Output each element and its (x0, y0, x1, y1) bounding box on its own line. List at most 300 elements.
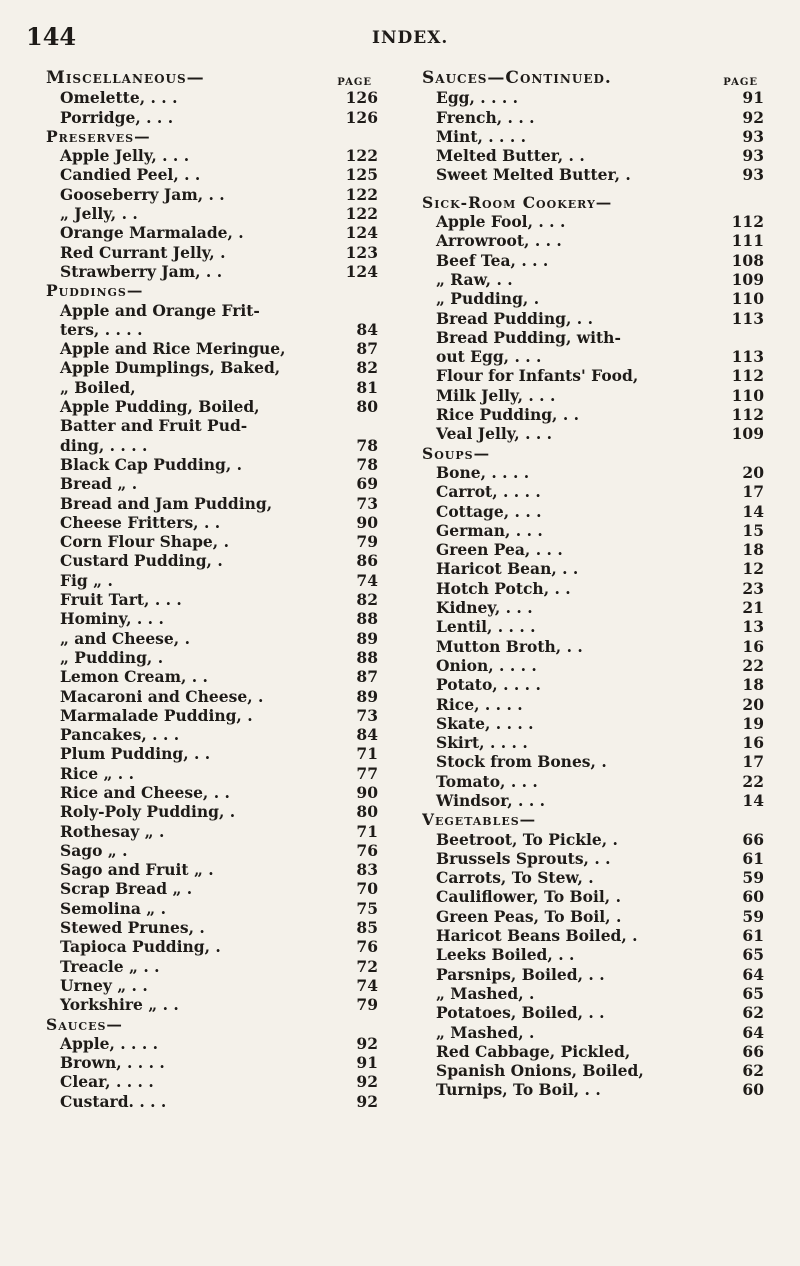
entry-page: 90 (356, 512, 378, 532)
entry-title: Green Pea, . . . (436, 540, 563, 560)
entry-title: Orange Marmalade, . (60, 223, 244, 243)
index-entry (422, 578, 764, 597)
index-entry (422, 926, 764, 945)
entry-title: Mutton Broth, . . (436, 636, 583, 656)
index-column-left (46, 68, 378, 1111)
index-entry (46, 802, 378, 821)
entry-title: Stewed Prunes, . (60, 918, 205, 938)
index-entry (422, 146, 764, 165)
index-entry (422, 88, 764, 107)
entry-list (422, 88, 764, 1099)
entry-title: Cheese Fritters, . . (60, 512, 221, 532)
entry-page: 20 (742, 694, 764, 714)
entry-title: „ Raw, . . (436, 269, 513, 289)
entry-title: Rice and Cheese, . . (60, 782, 230, 802)
index-entry (422, 1080, 764, 1099)
entry-page: 76 (356, 937, 378, 957)
entry-page: 69 (356, 474, 378, 494)
entry-title: „ Mashed, . (436, 1022, 535, 1042)
entry-title: Rice „ . . (60, 763, 134, 783)
entry-title: Spanish Onions, Boiled, (436, 1061, 644, 1081)
entry-page: 122 (345, 204, 378, 224)
entry-page: 64 (742, 1022, 764, 1042)
entry-page: 18 (742, 540, 764, 560)
index-entry (46, 1034, 378, 1053)
index-section-heading (422, 443, 764, 462)
index-entry (46, 493, 378, 512)
index-entry (422, 127, 764, 146)
entry-title: Custard. . . . (60, 1091, 167, 1111)
entry-page: 113 (731, 347, 764, 367)
index-entry (46, 320, 378, 339)
index-entry (422, 165, 764, 184)
entry-page: 86 (356, 551, 378, 571)
entry-title: Sago „ . (60, 840, 128, 860)
page-number: 144 (26, 22, 77, 51)
index-section-heading (46, 127, 378, 146)
entry-page: 88 (356, 647, 378, 667)
entry-title: Egg, . . . . (436, 88, 519, 108)
entry-page: 81 (356, 377, 378, 397)
index-entry (46, 706, 378, 725)
index-entry (46, 474, 378, 493)
entry-title: ters, . . . . (60, 319, 143, 339)
entry-page: 77 (356, 763, 378, 783)
entry-title: Sauces— (46, 1014, 123, 1034)
entry-page: 14 (742, 790, 764, 810)
index-entry (46, 783, 378, 802)
section-heading: Miscellaneous— (46, 68, 205, 88)
index-entry (422, 675, 764, 694)
index-entry (422, 1042, 764, 1061)
entry-title: German, . . . (436, 520, 543, 540)
index-entry (46, 435, 378, 454)
entry-page: 112 (731, 366, 764, 386)
entry-page: 123 (345, 242, 378, 262)
entry-title: Puddings— (46, 281, 144, 301)
entry-page: 16 (742, 636, 764, 656)
entry-page: 71 (356, 821, 378, 841)
entry-page: 20 (742, 462, 764, 482)
entry-page: 62 (742, 1061, 764, 1081)
entry-page: 87 (356, 339, 378, 359)
page-label: PAGE (723, 77, 758, 88)
index-entry (46, 821, 378, 840)
entry-title: Rice Pudding, . . (436, 405, 580, 425)
entry-title: Skate, . . . . (436, 713, 534, 733)
index-entry (422, 984, 764, 1003)
index-entry (422, 270, 764, 289)
entry-title: Kidney, . . . (436, 598, 533, 618)
index-entry (46, 1072, 378, 1091)
entry-title: Haricot Beans Boiled, . (436, 926, 638, 946)
index-entry (46, 879, 378, 898)
entry-title: Red Cabbage, Pickled, (436, 1041, 631, 1061)
index-entry (46, 937, 378, 956)
index-entry (46, 976, 378, 995)
entry-page: 93 (742, 165, 764, 185)
entry-page: 18 (742, 675, 764, 695)
entry-page: 126 (345, 88, 378, 108)
index-entry (46, 686, 378, 705)
entry-title: Porridge, . . . (60, 107, 174, 127)
index-entry (46, 1053, 378, 1072)
entry-title: Preserves— (46, 126, 151, 146)
entry-page: 65 (742, 983, 764, 1003)
running-title: INDEX. (372, 28, 449, 48)
entry-page: 75 (356, 898, 378, 918)
entry-title: Carrots, To Stew, . (436, 868, 594, 888)
index-entry (46, 841, 378, 860)
entry-title: „ Boiled, (60, 377, 136, 397)
index-entry (422, 791, 764, 810)
entry-page: 80 (356, 802, 378, 822)
index-entry (422, 366, 764, 385)
entry-page: 59 (742, 906, 764, 926)
index-entry (422, 598, 764, 617)
index-entry (422, 849, 764, 868)
entry-page: 22 (742, 655, 764, 675)
entry-title: Tomato, . . . (436, 771, 538, 791)
entry-title: Windsor, . . . (436, 790, 546, 810)
index-entry (46, 204, 378, 223)
entry-title: Skirt, . . . . (436, 733, 528, 753)
entry-page: 92 (742, 107, 764, 127)
entry-title: Parsnips, Boiled, . . (436, 964, 605, 984)
entry-page: 126 (345, 107, 378, 127)
entry-title: Rice, . . . . (436, 694, 523, 714)
entry-page: 64 (742, 964, 764, 984)
index-entry (422, 501, 764, 520)
entry-page: 62 (742, 1003, 764, 1023)
entry-page: 59 (742, 868, 764, 888)
entry-title: French, . . . (436, 107, 535, 127)
entry-title: Fig „ . (60, 570, 113, 590)
entry-page: 19 (742, 713, 764, 733)
index-entry (422, 694, 764, 713)
index-entry (46, 165, 378, 184)
entry-page: 91 (356, 1053, 378, 1073)
index-entry (422, 107, 764, 126)
entry-page: 85 (356, 918, 378, 938)
entry-title: Gooseberry Jam, . . (60, 184, 225, 204)
entry-title: Vegetables— (422, 810, 537, 830)
entry-page: 113 (731, 308, 764, 328)
index-entry (422, 656, 764, 675)
entry-title: Hotch Potch, . . (436, 578, 571, 598)
entry-page: 124 (345, 223, 378, 243)
entry-title: Mint, . . . . (436, 126, 527, 146)
entry-page: 112 (731, 212, 764, 232)
entry-title: Lemon Cream, . . (60, 667, 208, 687)
entry-page: 110 (731, 289, 764, 309)
entry-title: Apple Dumplings, Baked, (60, 358, 281, 378)
entry-title: Bread and Jam Pudding, (60, 493, 273, 513)
entry-title: Beetroot, To Pickle, . (436, 829, 618, 849)
entry-title: Potato, . . . . (436, 675, 541, 695)
entry-title: Bread „ . (60, 474, 138, 494)
index-entry (46, 339, 378, 358)
index-entry (422, 964, 764, 983)
entry-title: Custard Pudding, . (60, 551, 223, 571)
index-entry (46, 628, 378, 647)
entry-title: Corn Flour Shape, . (60, 532, 229, 552)
entry-title: „ Mashed, . (436, 983, 535, 1003)
entry-page: 74 (356, 570, 378, 590)
entry-title: „ Pudding, . (60, 647, 164, 667)
index-entry (422, 559, 764, 578)
entry-page: 78 (356, 435, 378, 455)
entry-title: Omelette, . . . (60, 88, 178, 108)
entry-title: Semolina „ . (60, 898, 166, 918)
index-entry (46, 358, 378, 377)
entry-title: Sago and Fruit „ . (60, 860, 214, 880)
index-entry (46, 590, 378, 609)
entry-title: Veal Jelly, . . . (436, 424, 553, 444)
index-entry (46, 455, 378, 474)
entry-page: 80 (356, 397, 378, 417)
index-entry (422, 945, 764, 964)
entry-page: 125 (345, 165, 378, 185)
entry-title: Bread Pudding, with- (436, 327, 621, 347)
entry-title: Soups— (422, 443, 491, 463)
index-entry (422, 771, 764, 790)
entry-title: „ Pudding, . (436, 289, 540, 309)
entry-title: Bread Pudding, . . (436, 308, 593, 328)
entry-page: 111 (731, 231, 764, 251)
entry-page: 82 (356, 590, 378, 610)
entry-title: Rothesay „ . (60, 821, 165, 841)
entry-title: Black Cap Pudding, . (60, 454, 243, 474)
entry-title: Beef Tea, . . . (436, 250, 549, 270)
entry-page: 66 (742, 829, 764, 849)
entry-page: 78 (356, 454, 378, 474)
entry-page: 65 (742, 945, 764, 965)
entry-title: Urney „ . . (60, 975, 148, 995)
entry-page: 79 (356, 995, 378, 1015)
entry-title: Tapioca Pudding, . (60, 937, 221, 957)
entry-page: 17 (742, 482, 764, 502)
column-header (422, 68, 764, 88)
entry-title: Sick-Room Cookery— (422, 192, 613, 212)
index-entry (422, 1003, 764, 1022)
entry-title: Batter and Fruit Pud- (60, 416, 248, 436)
entry-title: Flour for Infants' Food, (436, 366, 639, 386)
index-entry (46, 860, 378, 879)
entry-page: 93 (742, 146, 764, 166)
index-entry (422, 714, 764, 733)
entry-title: Apple Fool, . . . (436, 212, 566, 232)
entry-title: Cauliflower, To Boil, . (436, 887, 621, 907)
index-entry (422, 617, 764, 636)
index-entry (422, 231, 764, 250)
entry-page: 82 (356, 358, 378, 378)
entry-page: 90 (356, 782, 378, 802)
entry-page: 79 (356, 532, 378, 552)
entry-page: 91 (742, 88, 764, 108)
entry-page: 72 (356, 956, 378, 976)
entry-title: Bone, . . . . (436, 462, 530, 482)
entry-page: 93 (742, 126, 764, 146)
entry-page: 60 (742, 887, 764, 907)
index-entry (422, 385, 764, 404)
index-entry (422, 636, 764, 655)
index-entry (46, 262, 378, 281)
entry-page: 89 (356, 628, 378, 648)
index-entry (46, 898, 378, 917)
entry-page: 66 (742, 1041, 764, 1061)
entry-page: 112 (731, 405, 764, 425)
entry-page: 122 (345, 146, 378, 166)
index-entry (422, 752, 764, 771)
entry-title: Fruit Tart, . . . (60, 590, 182, 610)
index-section-heading (46, 1014, 378, 1033)
entry-page: 15 (742, 520, 764, 540)
entry-title: Potatoes, Boiled, . . (436, 1003, 605, 1023)
entry-page: 83 (356, 860, 378, 880)
entry-title: Leeks Boiled, . . (436, 945, 575, 965)
entry-page: 21 (742, 598, 764, 618)
entry-title: Marmalade Pudding, . (60, 705, 253, 725)
index-entry (422, 250, 764, 269)
index-entry (422, 308, 764, 327)
entry-page: 61 (742, 926, 764, 946)
index-entry (46, 995, 378, 1014)
entry-title: Arrowroot, . . . (436, 231, 562, 251)
entry-page: 12 (742, 559, 764, 579)
index-entry (422, 1061, 764, 1080)
index-entry (46, 1091, 378, 1110)
index-entry (422, 424, 764, 443)
entry-title: out Egg, . . . (436, 347, 542, 367)
entry-title: Haricot Bean, . . (436, 559, 579, 579)
index-entry (46, 551, 378, 570)
index-entry (422, 906, 764, 925)
index-entry (46, 146, 378, 165)
entry-page: 61 (742, 848, 764, 868)
entry-title: Pancakes, . . . (60, 725, 180, 745)
entry-list (46, 88, 378, 1111)
entry-page: 92 (356, 1033, 378, 1053)
column-header (46, 68, 378, 88)
entry-title: Stock from Bones, . (436, 752, 607, 772)
entry-page: 110 (731, 385, 764, 405)
index-entry (46, 242, 378, 261)
entry-title: Hominy, . . . (60, 609, 164, 629)
entry-title: Sweet Melted Butter, . (436, 165, 631, 185)
index-entry (422, 328, 764, 347)
entry-page: 76 (356, 840, 378, 860)
entry-page: 122 (345, 184, 378, 204)
index-entry (422, 347, 764, 366)
entry-page: 60 (742, 1080, 764, 1100)
index-entry (46, 223, 378, 242)
index-entry (422, 540, 764, 559)
entry-page: 89 (356, 686, 378, 706)
entry-title: Carrot, . . . . (436, 482, 541, 502)
index-section-heading (422, 810, 764, 829)
entry-title: „ Jelly, . . (60, 204, 138, 224)
entry-title: Brussels Sprouts, . . (436, 848, 611, 868)
entry-page: 88 (356, 609, 378, 629)
spacer (422, 184, 764, 192)
index-entry (46, 956, 378, 975)
entry-title: Apple, . . . . (60, 1033, 159, 1053)
index-entry (46, 300, 378, 319)
entry-title: Strawberry Jam, . . (60, 261, 223, 281)
entry-page: 74 (356, 975, 378, 995)
entry-page: 84 (356, 725, 378, 745)
index-entry (46, 763, 378, 782)
entry-title: Cottage, . . . (436, 501, 542, 521)
index-column-right (422, 68, 764, 1099)
index-entry (46, 667, 378, 686)
entry-title: Roly-Poly Pudding, . (60, 802, 236, 822)
index-section-heading (422, 192, 764, 211)
index-entry (46, 397, 378, 416)
page-label: PAGE (337, 77, 372, 88)
index-entry (46, 184, 378, 203)
index-entry (422, 887, 764, 906)
entry-page: 109 (731, 269, 764, 289)
entry-title: Lentil, . . . . (436, 617, 536, 637)
entry-page: 92 (356, 1091, 378, 1111)
entry-title: Apple and Rice Meringue, (60, 339, 286, 359)
entry-title: Apple Jelly, . . . (60, 146, 190, 166)
entry-title: ding, . . . . (60, 435, 148, 455)
index-entry (46, 107, 378, 126)
index-entry (46, 377, 378, 396)
entry-page: 13 (742, 617, 764, 637)
entry-page: 124 (345, 261, 378, 281)
index-entry (46, 609, 378, 628)
index-entry (422, 405, 764, 424)
entry-title: „ and Cheese, . (60, 628, 190, 648)
entry-page: 71 (356, 744, 378, 764)
index-entry (46, 532, 378, 551)
entry-title: Candied Peel, . . (60, 165, 201, 185)
index-entry (46, 88, 378, 107)
entry-page: 108 (731, 250, 764, 270)
entry-title: Apple and Orange Frit- (60, 300, 260, 320)
entry-page: 16 (742, 733, 764, 753)
entry-page: 87 (356, 667, 378, 687)
index-entry (46, 918, 378, 937)
entry-page: 73 (356, 493, 378, 513)
entry-page: 73 (356, 705, 378, 725)
index-entry (422, 733, 764, 752)
index-entry (46, 744, 378, 763)
index-entry (46, 416, 378, 435)
index-entry (422, 482, 764, 501)
index-entry (422, 212, 764, 231)
index-entry (422, 463, 764, 482)
entry-page: 17 (742, 752, 764, 772)
entry-title: Brown, . . . . (60, 1053, 165, 1073)
entry-page: 84 (356, 319, 378, 339)
entry-title: Turnips, To Boil, . . (436, 1080, 601, 1100)
entry-title: Onion, . . . . (436, 655, 537, 675)
section-heading: Sauces—Continued. (422, 68, 612, 88)
entry-page: 22 (742, 771, 764, 791)
entry-page: 23 (742, 578, 764, 598)
index-entry (46, 648, 378, 667)
index-entry (422, 289, 764, 308)
entry-title: Milk Jelly, . . . (436, 385, 556, 405)
entry-page: 14 (742, 501, 764, 521)
entry-title: Treacle „ . . (60, 956, 160, 976)
index-entry (46, 513, 378, 532)
